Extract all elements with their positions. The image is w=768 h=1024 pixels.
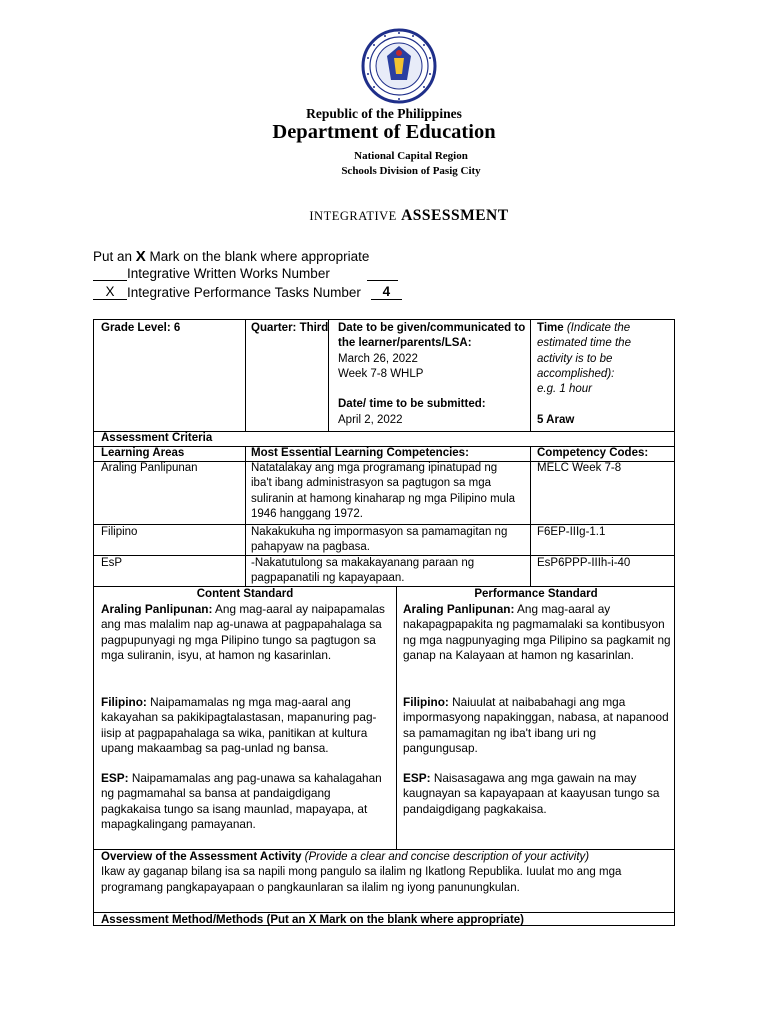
- x-mark: X: [135, 248, 146, 265]
- date-given-value: March 26, 2022: [338, 352, 418, 365]
- area-esp: EsP: [101, 557, 123, 569]
- assessment-method-label: Assessment Method/Methods (Put an X Mark on the blank where appropriate): [101, 914, 525, 926]
- title-integrative: INTEGRATIVE: [309, 209, 397, 223]
- written-works-option: [93, 265, 398, 281]
- performance-tasks-option: [93, 284, 402, 300]
- performance-tasks-label: Integrative Performance Tasks Number: [127, 285, 361, 300]
- week-value: Week 7-8 WHLP: [338, 367, 424, 380]
- quarter: Quarter: Third: [251, 322, 329, 334]
- performance-tasks-blank[interactable]: X: [93, 284, 127, 300]
- department-heading: Department of Education: [272, 121, 496, 143]
- written-works-number[interactable]: [367, 265, 398, 281]
- region-heading: National Capital Region: [354, 150, 468, 162]
- competency-esp: -Nakatutulong sa makakayanang paraan ng pagpapanatili ng kapayapaan.: [251, 557, 475, 585]
- performance-standard-title: Performance Standard: [474, 588, 598, 600]
- written-works-label: Integrative Written Works Number: [127, 266, 330, 281]
- deped-seal: [361, 28, 437, 104]
- performance-standard-esp: ESP: Naisasagawa ang mga gawain na may kaugnayan sa kapayapaan at kaayusan tungo sa pandaigdigang pagkakaisa.: [403, 771, 660, 816]
- col-learning-areas: Learning Areas: [101, 447, 185, 459]
- performance-tasks-number[interactable]: 4: [371, 284, 402, 300]
- area-filipino: Filipino: [101, 526, 138, 538]
- assessment-table: [93, 319, 675, 926]
- division-heading: Schools Division of Pasig City: [341, 165, 481, 177]
- competency-filipino: Nakakukuha ng impormasyon sa pamamagitan ng pahapyaw na pagbasa.: [251, 526, 508, 554]
- content-standard-filipino: Filipino: Naipamamalas ng mga mag-aaral ang kakayahan sa pakikipagtalastasan, mapanuring pag- iisip at pagpapahalaga sa wika, panitikan at kultura upang makaambag sa pag-unlad ng bansa.: [101, 695, 377, 755]
- content-standard-ap: Araling Panlipunan: Ang mag-aaral ay naipapamalas ang mas malalim nap ag-unawa at pagpapahalaga sa pagpupunyagi ng mga Pilipino tungo sa pagtugon sa mga suliranin, isyu, at hamon ng kasarinlan.: [101, 602, 385, 662]
- code-ap: MELC Week 7-8: [537, 462, 622, 474]
- assessment-criteria-label: Assessment Criteria: [101, 432, 213, 444]
- written-works-blank[interactable]: [93, 265, 127, 281]
- content-standard-title: Content Standard: [196, 588, 294, 600]
- area-ap: Araling Panlipunan: [101, 462, 198, 474]
- performance-standard-ap: Araling Panlipunan: Ang mag-aaral ay nakapagpapakita ng pagmamalaki sa kontibusyon ng mga nagpunyaging mga Pilipino sa pagkamit ng ganap na Kalayaan at hamon ng kasarinlan.: [403, 602, 671, 662]
- document-title: [25, 207, 768, 225]
- col-competencies: Most Essential Learning Competencies:: [251, 447, 469, 459]
- instruction-line: Put an X Mark on the blank where appropriate: [93, 248, 370, 265]
- republic-heading: Republic of the Philippines: [306, 106, 462, 121]
- col-codes: Competency Codes:: [537, 447, 649, 459]
- grade-level: Grade Level: 6: [101, 322, 181, 334]
- code-esp: EsP6PPP-IIIh-i-40: [537, 557, 631, 569]
- date-given-cell: Date to be given/communicated to the learner/parents/LSA: March 26, 2022 Week 7-8 WHLP Date/ time to be submitted: April 2, 2022: [338, 321, 525, 428]
- competency-ap: Natatalakay ang mga programang ipinatupad ng iba't ibang administrasyon sa pagtugon sa mga suliranin at hamong kinaharap ng mga Pilipino mula 1946 hanggang 1972.: [251, 462, 516, 520]
- overview-section: Overview of the Assessment Activity (Provide a clear and concise description of your activity) Ikaw ay gaganap bilang isa sa napili mong pangulo sa ilalim ng Ikatlong Republika. Iuulat mo ang mga programang pangkapayapaan o pangkaunlaran sa ilalim ng iyong panunungkulan.: [101, 851, 622, 894]
- time-value: 5 Araw: [537, 413, 575, 426]
- time-cell: Time (Indicate the estimated time the activity is to be accomplished): e.g. 1 hour 5 Araw: [537, 321, 631, 428]
- title-assessment: ASSESSMENT: [401, 207, 509, 224]
- performance-standard-filipino: Filipino: Naiuulat at naibabahagi ang mga impormasyong napakinggan, nabasa, at napanood sa pamamagitan ng iba't ibang uri ng pangungusap.: [403, 695, 669, 755]
- content-standard-esp: ESP: Naipamamalas ang pag-unawa sa kahalagahan ng pagmamahal sa bansa at pandaigdigang pagkakaisa tungo sa isang maunlad, mapayapa, at mapagkalingang pamayanan.: [101, 771, 382, 831]
- code-filipino: F6EP-IIIg-1.1: [537, 526, 606, 538]
- date-submit-value: April 2, 2022: [338, 413, 403, 426]
